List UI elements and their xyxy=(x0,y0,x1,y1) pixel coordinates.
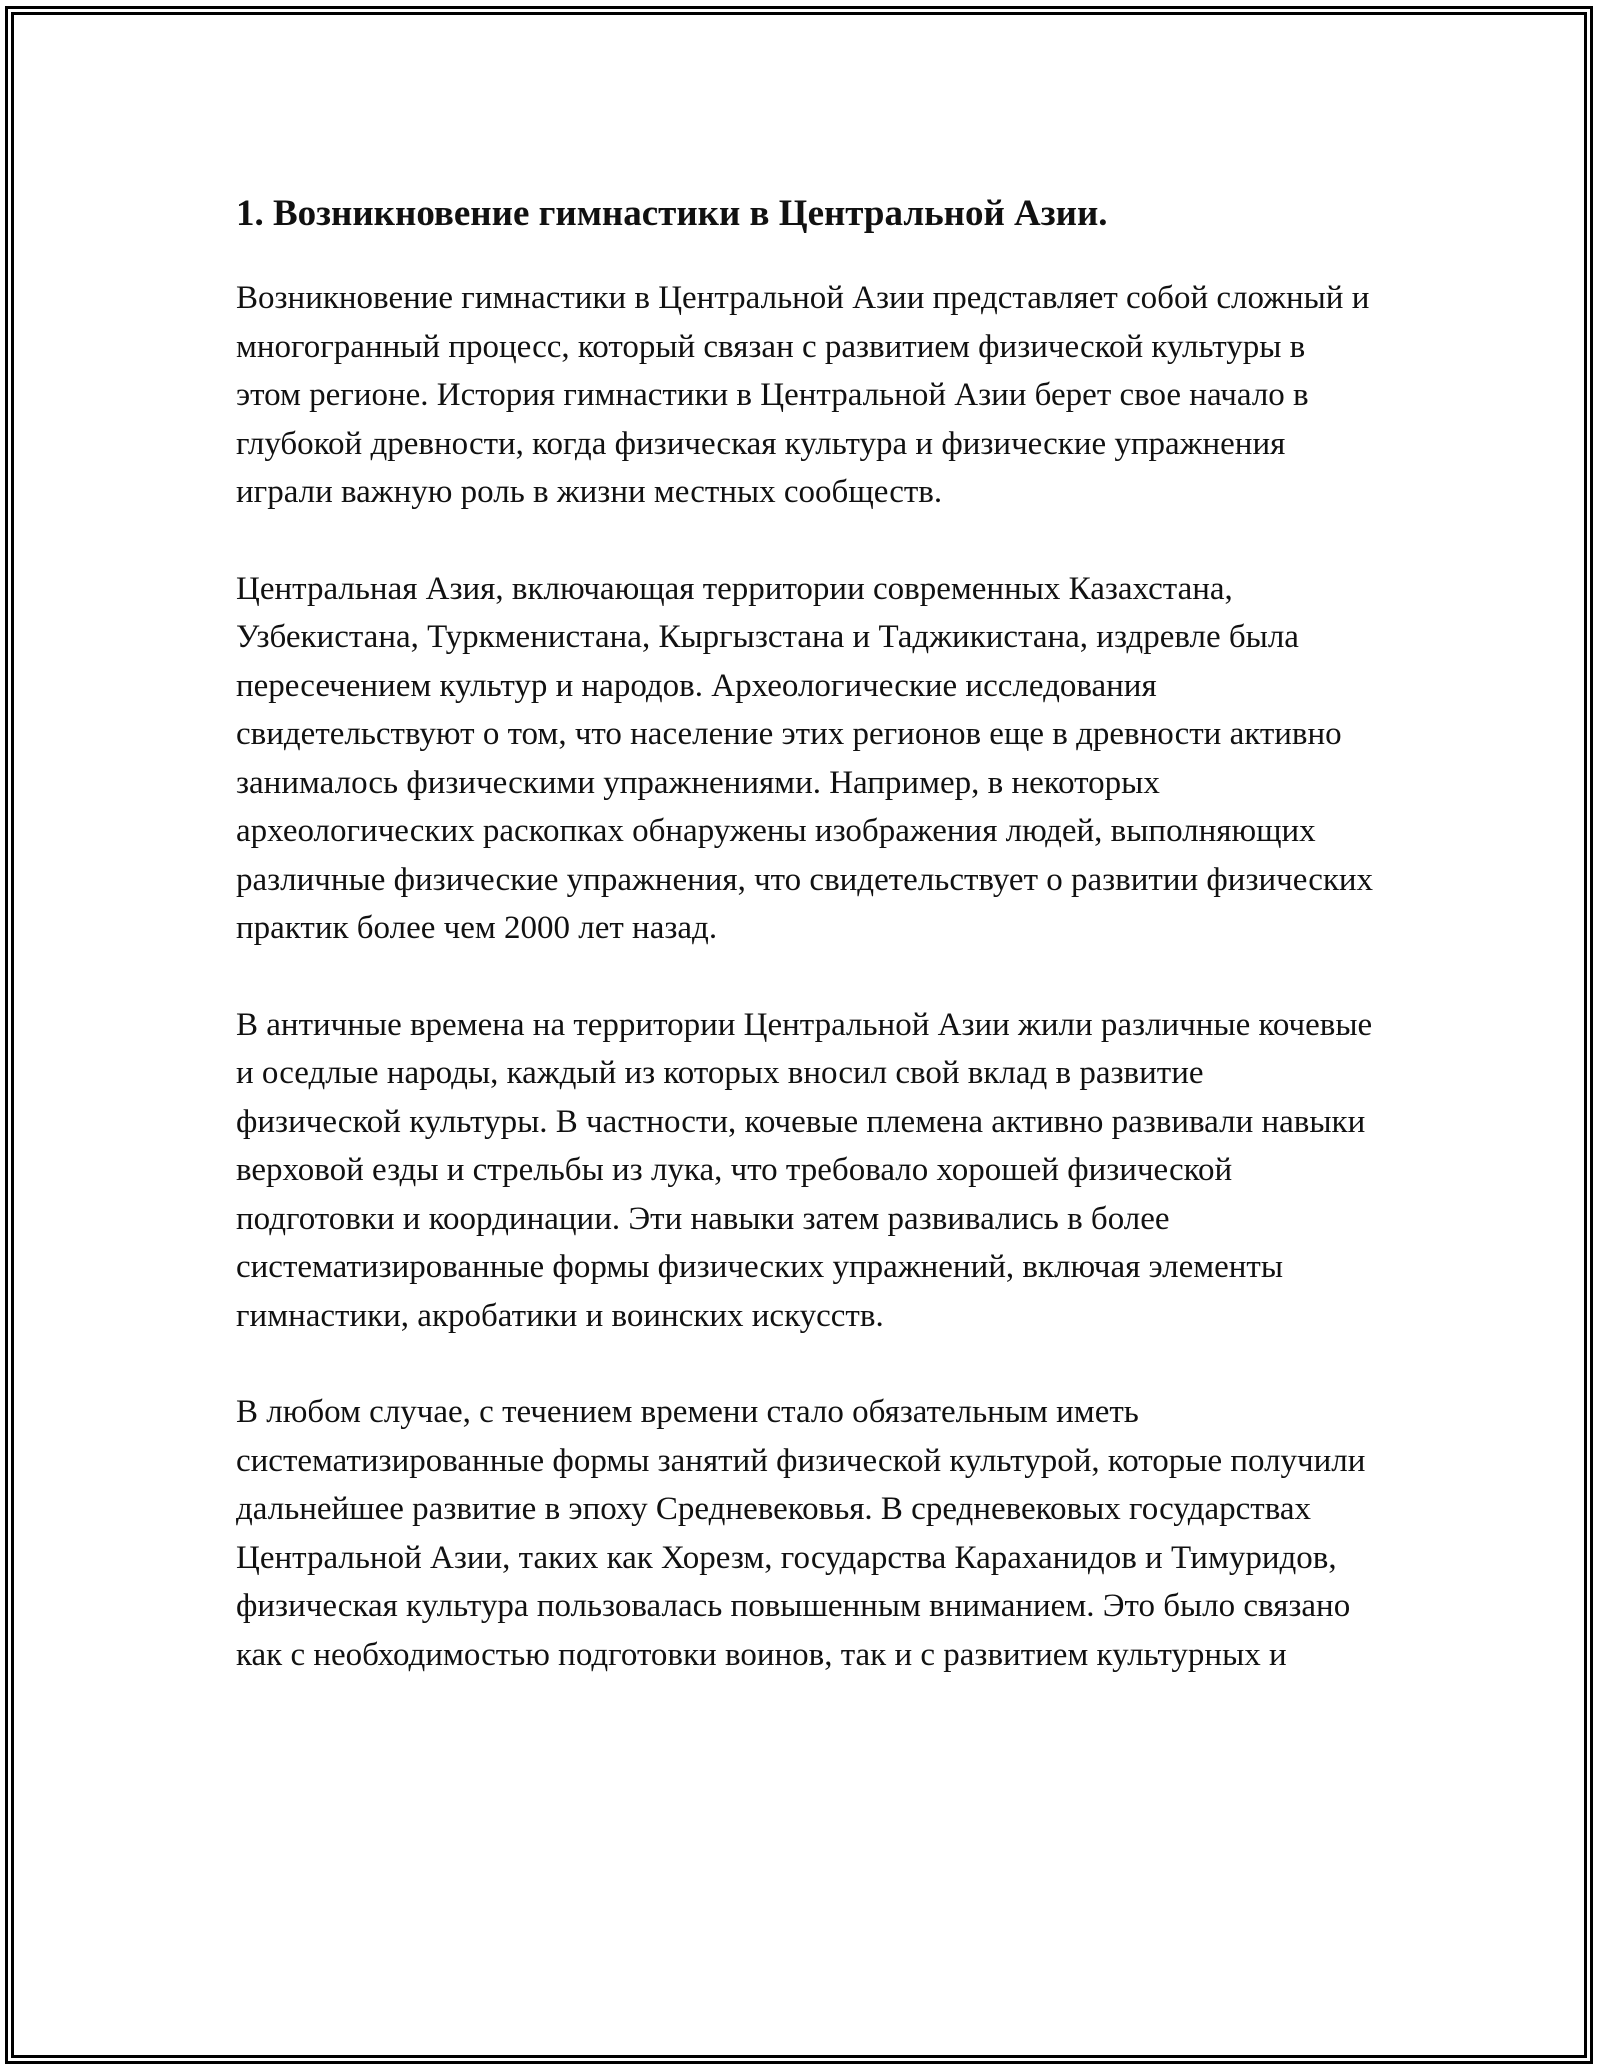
paragraph-3: В античные времена на территории Центральной Азии жили различные кочевые и оседлые народы, каждый из которых вносил свой вклад в развитие физической культуры. В частности, кочевые племена активно развивали навыки верховой езды и стрельбы из лука, что требовало хорошей физической подготовки и координации. Эти навыки затем развивались в более систематизированные формы физических упражнений, включая элементы гимнастики, акробатики и воинских искусств. xyxy=(236,1006,1373,1334)
section-heading: 1. Возникновение гимнастики в Центральной Азии. xyxy=(236,193,1108,234)
paragraph-2: Центральная Азия, включающая территории современных Казахстана, Узбекистана, Туркменистана, Кыргызстана и Таджикистана, издревле была пересечением культур и народов. Археологические исследования свидетельствуют о том, что население этих регионов еще в древности активно занималось физическими упражнениями. Например, в некоторых археологических раскопках обнаружены изображения людей, выполняющих различные физические упражнения, что свидетельствует о развитии физических практик более чем 2000 лет назад. xyxy=(236,570,1374,946)
paragraph-4: В любом случае, с течением времени стало обязательным иметь систематизированные формы занятий физической культурой, которые получили дальнейшее развитие в эпоху Средневековья. В средневековых государствах Центральной Азии, таких как Хорезм, государства Караханидов и Тимуридов, физическая культура пользовалась повышенным вниманием. Это было связано как с необходимостью подготовки воинов, так и с развитием культурных и xyxy=(236,1394,1366,1673)
document-body xyxy=(236,184,1376,1727)
paragraph-1: Возникновение гимнастики в Центральной Азии представляет собой сложный и многогранный процесс, который связан с развитием физической культуры в этом регионе. История гимнастики в Центральной Азии берет свое начало в глубокой древности, когда физическая культура и физические упражнения играли важную роль в жизни местных сообществ. xyxy=(236,280,1370,510)
